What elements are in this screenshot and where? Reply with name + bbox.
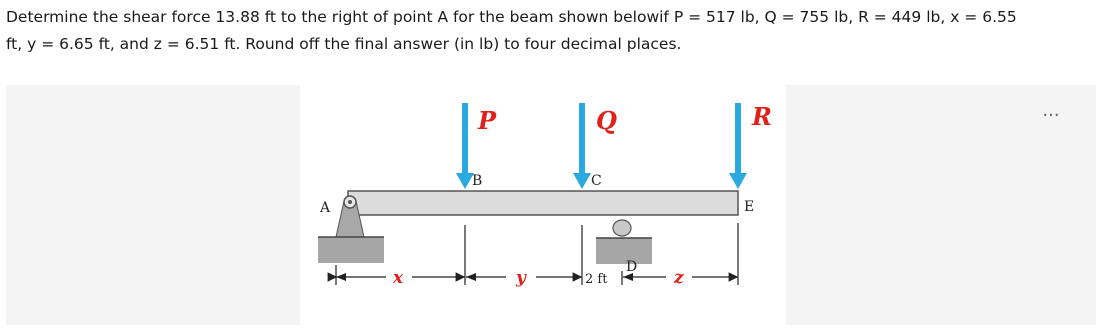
label-d: D (626, 259, 638, 275)
label-b: B (472, 173, 483, 189)
roller-support-d (596, 220, 652, 264)
question-line-1: Determine the shear force 13.88 ft to the right of point A for the beam shown belowif P = 517 lb, Q = 755 lb, R = 449 lb, x = 6.55 (6, 8, 1017, 26)
label-e: E (744, 199, 755, 215)
question-line-2: ft, y = 6.65 ft, and z = 6.51 ft. Round off the final answer (in lb) to four decimal places. (6, 35, 682, 53)
label-a: A (320, 200, 331, 216)
question-text (6, 4, 1096, 58)
label-c: C (591, 173, 602, 189)
more-options-button[interactable]: ... (1042, 100, 1060, 121)
load-arrow-q (573, 103, 591, 189)
beam-diagram (300, 85, 786, 325)
beam-figure (300, 85, 786, 325)
label-r: R (752, 102, 772, 131)
beam (348, 191, 738, 215)
dim-y: y (516, 268, 526, 288)
label-q: Q (596, 106, 617, 135)
dim-2ft: 2 ft (585, 272, 608, 287)
load-arrow-r (729, 103, 747, 189)
label-p: P (478, 106, 497, 135)
dim-x: x (393, 268, 404, 288)
dim-z: z (674, 268, 684, 288)
